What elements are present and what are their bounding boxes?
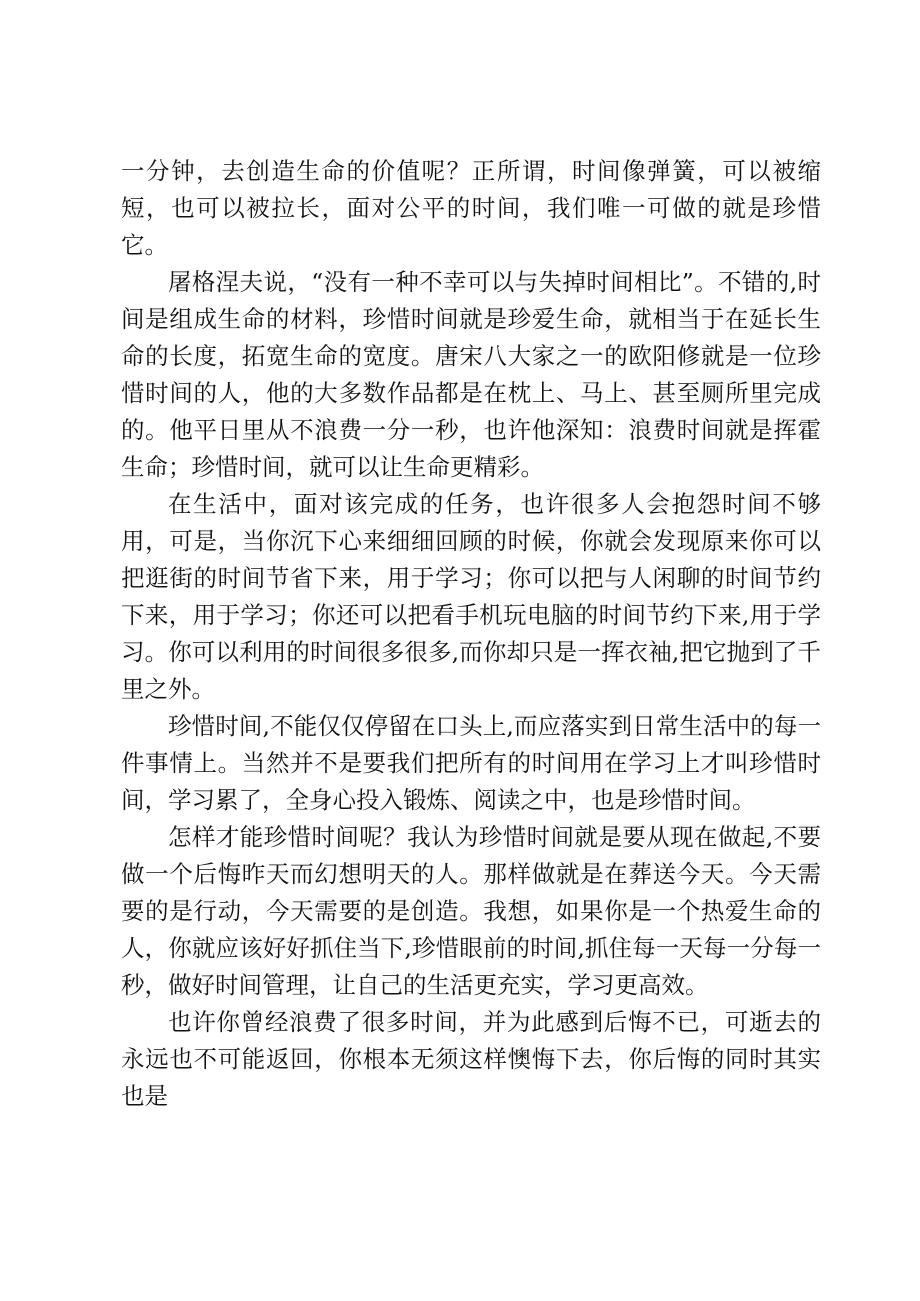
paragraph-4: 珍惜时间,不能仅仅停留在口头上,而应落实到日常生活中的每一件事情上。当然并不是要我们把所有的时间用在学习上才叫珍惜时间，学习累了，全身心投入锻炼、阅读之中，也是珍惜时间。 bbox=[121, 712, 821, 814]
paragraph-5: 怎样才能珍惜时间呢？我认为珍惜时间就是要从现在做起,不要做一个后悔昨天而幻想明天的人。那样做就是在葬送今天。今天需要的是行动，今天需要的是创造。我想，如果你是一个热爱生命的人，你就应该好好抓住当下,珍惜眼前的时间,抓住每一天每一分每一秒，做好时间管理，让自己的生活更充实，学习更高效。 bbox=[121, 823, 821, 999]
paragraph-1: 一分钟，去创造生命的价值呢？正所谓，时间像弹簧，可以被缩短，也可以被拉长，面对公平的时间，我们唯一可做的就是珍惜它。 bbox=[121, 157, 821, 259]
paragraph-6: 也许你曾经浪费了很多时间，并为此感到后悔不已，可逝去的永远也不可能返回，你根本无须这样懊悔下去，你后悔的同时其实也是 bbox=[121, 1008, 821, 1110]
paragraph-3: 在生活中，面对该完成的任务，也许很多人会抱怨时间不够用，可是，当你沉下心来细细回顾的时候，你就会发现原来你可以把逛街的时间节省下来，用于学习；你可以把与人闲聊的时间节约下来，用于学习；你还可以把看手机玩电脑的时间节约下来,用于学习。你可以利用的时间很多很多,而你却只是一挥衣袖,把它抛到了千里之外。 bbox=[121, 490, 821, 703]
paragraph-2: 屠格涅夫说，“没有一种不幸可以与失掉时间相比”。不错的,时间是组成生命的材料，珍惜时间就是珍爱生命，就相当于在延长生命的长度，拓宽生命的宽度。唐宋八大家之一的欧阳修就是一位珍惜时间的人，他的大多数作品都是在枕上、马上、甚至厕所里完成的。他平日里从不浪费一分一秒，也许他深知：浪费时间就是挥霍生命；珍惜时间，就可以让生命更精彩。 bbox=[121, 268, 821, 481]
document-body bbox=[121, 153, 821, 1115]
